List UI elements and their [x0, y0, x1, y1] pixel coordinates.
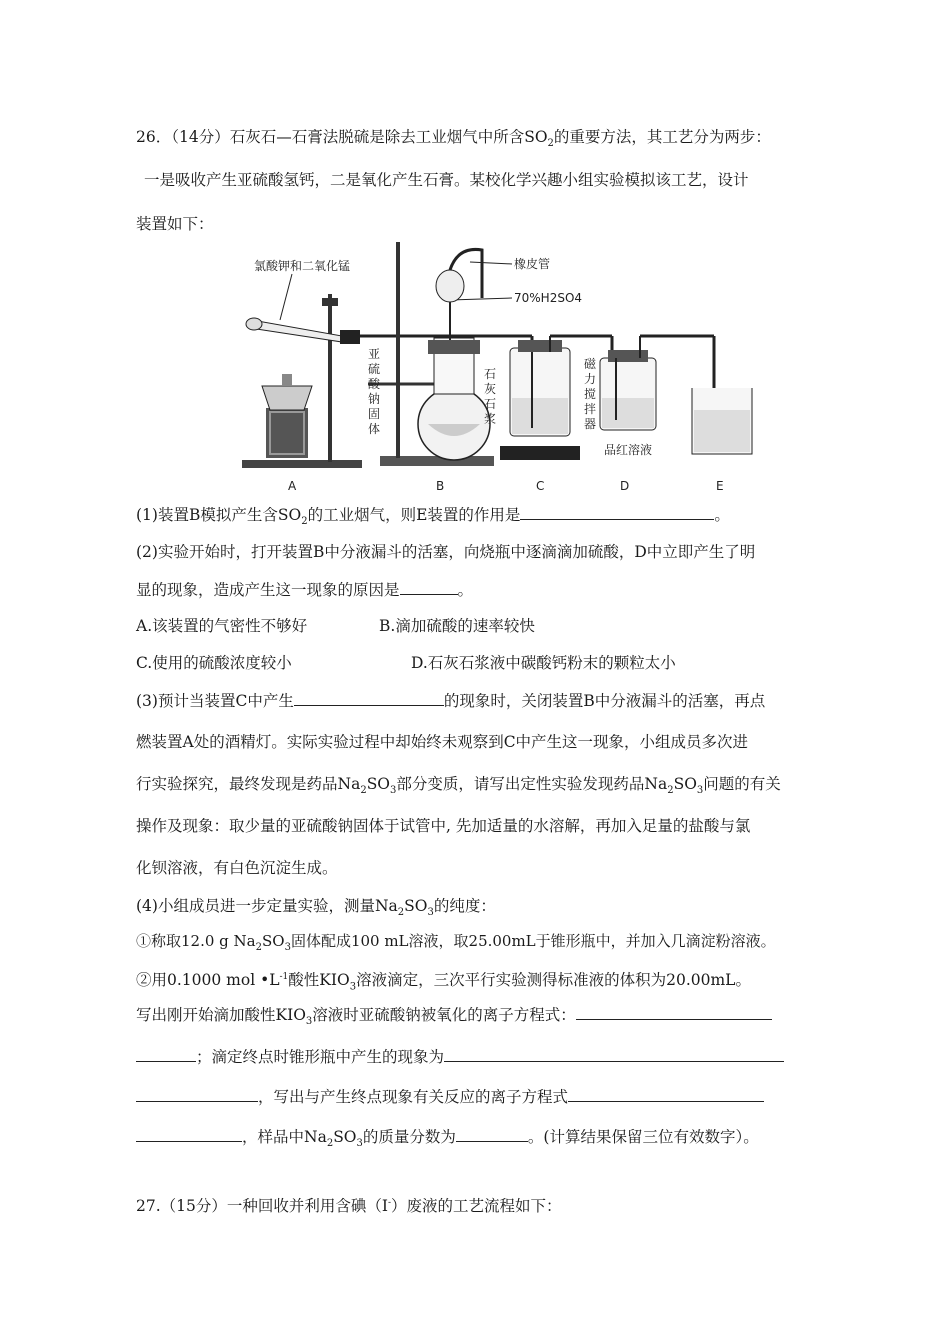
experiment-apparatus-figure — [232, 238, 762, 500]
label-lime-slurry: 石灰石浆 — [484, 367, 497, 426]
apparatus-b — [368, 242, 532, 466]
option-c: C.使用的硫酸浓度较小 — [136, 654, 292, 672]
q26-part4-line5: ；滴定终点时锥形瓶中产生的现象为 — [136, 1045, 784, 1068]
answer-blank[interactable] — [400, 578, 458, 595]
label-rubber-tube: 橡皮管 — [514, 257, 551, 271]
q26-intro-line2: 一是吸收产生亚硫酸氢钙，二是氧化产生石膏。某校化学兴趣小组实验模拟该工艺，设计 — [144, 171, 749, 189]
q26-part4-step2: ②用0.1000 mol $•L^{-1}$酸性$KIO_3$溶液滴定，三次平行实验测得标准液的体积为20.00mL。 — [136, 971, 751, 993]
answer-blank[interactable] — [576, 1003, 772, 1020]
q26-part1: (1)装置B模拟产生含$SO_2$的工业烟气，则E装置的作用是 。 — [136, 503, 730, 533]
q26-part2-line2: 显的现象，造成产生这一现象的原因是 。 — [136, 578, 473, 601]
option-a: A.该装置的气密性不够好 — [136, 617, 308, 635]
answer-blank[interactable] — [520, 503, 714, 520]
answer-blank[interactable] — [136, 1085, 258, 1102]
option-d: D.石灰石浆液中碳酸钙粉末的颗粒太小 — [411, 654, 676, 672]
answer-blank[interactable] — [294, 689, 444, 706]
label-h2so4: 70%H2SO4 — [514, 291, 583, 305]
q26-part4-line4: 写出刚开始滴加酸性$KIO_3$溶液时亚硫酸钠被氧化的离子方程式： — [136, 1003, 772, 1033]
q26-intro-line3: 装置如下： — [136, 215, 214, 233]
answer-blank[interactable] — [136, 1045, 196, 1062]
label-kclo3: 氯酸钾和二氧化锰 — [254, 259, 351, 273]
answer-blank[interactable] — [444, 1045, 784, 1062]
answer-blank[interactable] — [456, 1125, 528, 1142]
label-pinhong-solution: 品红溶液 — [604, 443, 653, 457]
label-letter-a: A — [288, 479, 297, 493]
q26-part4-line1: (4)小组成员进一步定量实验，测量$Na_2SO_3$的纯度： — [136, 897, 496, 919]
q26-part3-line3: 行实验探究，最终发现是药品$Na_2SO_3$部分变质，请写出定性实验发现药品$Na_2SO_3$问题的有关 — [136, 775, 781, 797]
label-letter-c: C — [536, 479, 545, 493]
q26-part4-line7: ，样品中$Na_2SO_3$的质量分数为 。(计算结果保留三位有效数字）。 — [136, 1125, 759, 1155]
option-b: B.滴加硫酸的速率较快 — [379, 617, 535, 635]
label-na2so3-solid: 亚硫酸钠固体 — [368, 347, 381, 436]
apparatus-e — [692, 336, 752, 454]
q26-part3-line4: 操作及现象：取少量的亚硫酸钠固体于试管中, 先加适量的水溶解，再加入足量的盐酸与氯 — [136, 817, 751, 835]
q27-intro: 27.（15分）一种回收并利用含碘（I-）废液的工艺流程如下： — [136, 1197, 562, 1216]
q26-intro-line1: 26．（14分）石灰石—石膏法脱硫是除去工业烟气中所含$SO_2$的重要方法，其工艺分为两步： — [136, 128, 771, 150]
label-letter-d: D — [620, 479, 630, 493]
answer-blank[interactable] — [568, 1085, 764, 1102]
q26-part4-line6: ，写出与产生终点现象有关反应的离子方程式 — [136, 1085, 764, 1108]
label-letter-e: E — [716, 479, 724, 493]
q26-part3-line1: (3)预计当装置C中产生 的现象时，关闭装置B中分液漏斗的活塞，再点 — [136, 689, 765, 712]
q26-part3-line2: 燃装置A处的酒精灯。实际实验过程中却始终未观察到C中产生这一现象，小组成员多次进 — [136, 733, 749, 751]
apparatus-a — [242, 294, 432, 468]
q26-part3-line5: 化钡溶液，有白色沉淀生成。 — [136, 859, 338, 877]
label-letter-b: B — [436, 479, 445, 493]
label-magnetic-stirrer: 磁力搅拌器 — [584, 357, 597, 431]
q26-part2-line1: (2)实验开始时，打开装置B中分液漏斗的活塞，向烧瓶中逐滴滴加硫酸，D中立即产生了明 — [136, 543, 756, 561]
answer-blank[interactable] — [136, 1125, 242, 1142]
q26-part4-step1: ①称取12.0 g $Na_2SO_3$固体配成100 mL溶液，取25.00mL于锥形瓶中，并加入几滴淀粉溶液。 — [136, 932, 776, 953]
